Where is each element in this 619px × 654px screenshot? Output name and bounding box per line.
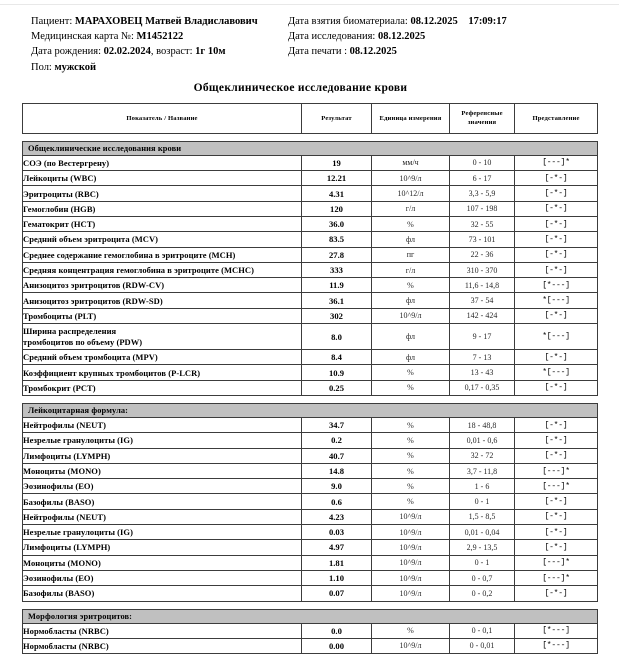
sex-value: мужской [54, 61, 97, 73]
unit-cell: 10^9/л [372, 638, 450, 653]
result-value-cell: 34.7 [302, 417, 372, 432]
result-value-cell: 0.0 [302, 623, 372, 638]
table-row [23, 278, 598, 293]
unit-cell: % [372, 278, 450, 293]
reference-range-cell: 11,6 - 14,8 [450, 278, 515, 293]
analyte-name-cell: Нормобласты (NRBC) [23, 638, 302, 653]
reference-range-cell: 9 - 17 [450, 324, 515, 350]
reference-range-cell: 0 - 0,2 [450, 586, 515, 601]
reference-range-cell: 2,9 - 13,5 [450, 540, 515, 555]
table-row [23, 201, 598, 216]
analyte-name-cell: СОЭ (по Вестергрену) [23, 155, 302, 170]
representation-cell: [-*-] [515, 262, 598, 277]
analyte-name-cell: Моноциты (MONO) [23, 555, 302, 570]
representation-cell: [-*-] [515, 417, 598, 432]
analyte-name-cell: Незрелые гранулоциты (IG) [23, 433, 302, 448]
reference-range-cell: 37 - 54 [450, 293, 515, 308]
section-spacer [23, 133, 598, 141]
analyte-name-cell: Анизоцитоз эритроцитов (RDW-CV) [23, 278, 302, 293]
table-row [23, 623, 598, 638]
representation-cell: [---]* [515, 463, 598, 478]
section-header-label: Морфология эритроцитов: [23, 609, 598, 623]
section-spacer-cell [23, 133, 598, 141]
representation-cell: [-*-] [515, 186, 598, 201]
age-label: , возраст: [150, 46, 193, 58]
reference-range-cell: 0 - 10 [450, 155, 515, 170]
analyte-name-cell: Моноциты (MONO) [23, 463, 302, 478]
representation-cell: [-*-] [515, 380, 598, 395]
result-value-cell: 36.1 [302, 293, 372, 308]
representation-cell: [-*-] [515, 509, 598, 524]
analyte-name-cell: Базофилы (BASO) [23, 494, 302, 509]
reference-range-cell: 6 - 17 [450, 171, 515, 186]
representation-cell: [-*-] [515, 494, 598, 509]
analyte-name-cell: Нормобласты (NRBC) [23, 623, 302, 638]
print-date-label: Дата печати : [288, 46, 347, 58]
analyte-name-cell: Лимфоциты (LYMPH) [23, 540, 302, 555]
result-value-cell: 4.97 [302, 540, 372, 555]
unit-cell: пг [372, 247, 450, 262]
reference-range-cell: 0,01 - 0,6 [450, 433, 515, 448]
representation-cell: [-*-] [515, 232, 598, 247]
print-date-line [288, 44, 619, 59]
table-row [23, 494, 598, 509]
analyte-name-cell: Нейтрофилы (NEUT) [23, 417, 302, 432]
table-row [23, 308, 598, 323]
representation-cell: [-*-] [515, 586, 598, 601]
result-value-cell: 120 [302, 201, 372, 216]
analyte-name-line2: тромбоцитов по объему (PDW) [23, 336, 143, 347]
analyte-name-cell: Нейтрофилы (NEUT) [23, 509, 302, 524]
reference-range-cell: 0 - 0,7 [450, 570, 515, 585]
result-value-cell: 36.0 [302, 217, 372, 232]
representation-cell: *[---] [515, 324, 598, 350]
analyte-name-cell: Незрелые гранулоциты (IG) [23, 525, 302, 540]
reference-range-cell: 18 - 48,8 [450, 417, 515, 432]
representation-cell: [---]* [515, 479, 598, 494]
table-row [23, 555, 598, 570]
table-head [23, 103, 598, 133]
reference-range-cell: 107 - 198 [450, 201, 515, 216]
report-table [22, 103, 598, 654]
unit-cell: % [372, 479, 450, 494]
unit-cell: фл [372, 232, 450, 247]
result-value-cell: 10.9 [302, 365, 372, 380]
unit-cell: г/л [372, 262, 450, 277]
unit-cell: фл [372, 293, 450, 308]
analyte-name-cell: Средний объем эритроцита (MCV) [23, 232, 302, 247]
patient-name-value: МАРАХОВЕЦ Матвей Владиславович [74, 16, 258, 27]
analyte-name-cell: Среднее содержание гемоглобина в эритроците (MCH) [23, 247, 302, 262]
sex-label: Пол: [31, 61, 52, 73]
unit-cell: % [372, 448, 450, 463]
representation-cell: [---]* [515, 555, 598, 570]
unit-cell: мм/ч [372, 155, 450, 170]
unit-cell: % [372, 365, 450, 380]
analyte-name-cell: Эритроциты (RBC) [23, 186, 302, 201]
reference-range-cell: 73 - 101 [450, 232, 515, 247]
section-spacer [23, 395, 598, 403]
table-row [23, 570, 598, 585]
result-value-cell: 19 [302, 155, 372, 170]
table-row [23, 463, 598, 478]
table-row [23, 293, 598, 308]
table-row [23, 525, 598, 540]
result-value-cell: 27.8 [302, 247, 372, 262]
table-row [23, 448, 598, 463]
patient-name-label: Пациент: [31, 16, 73, 27]
collection-date-line [288, 14, 619, 29]
reference-range-cell: 13 - 43 [450, 365, 515, 380]
unit-cell: % [372, 623, 450, 638]
age-value: 1г 10м [195, 46, 226, 58]
unit-cell: 10^9/л [372, 570, 450, 585]
patient-name-line [31, 14, 282, 29]
medical-card-label: Медицинская карта №: [31, 31, 134, 43]
result-value-cell: 0.07 [302, 586, 372, 601]
representation-cell: [-*-] [515, 525, 598, 540]
table-row [23, 479, 598, 494]
table-row [23, 324, 598, 350]
column-header-representation: Представление [515, 103, 598, 133]
section-header-label: Общеклинические исследования крови [23, 141, 598, 155]
unit-cell: 10^9/л [372, 555, 450, 570]
column-header-reference-line1: Референсные [461, 110, 503, 118]
unit-cell: % [372, 433, 450, 448]
unit-cell: % [372, 217, 450, 232]
representation-cell: *[---] [515, 365, 598, 380]
reference-range-cell: 22 - 36 [450, 247, 515, 262]
analyte-name-line1: Ширина распределения [23, 325, 117, 336]
analyte-name-cell: Базофилы (BASO) [23, 586, 302, 601]
patient-header [0, 0, 619, 75]
analyte-name-cell: Гематокрит (HCT) [23, 217, 302, 232]
reference-range-cell: 0,01 - 0,04 [450, 525, 515, 540]
table-header-row [23, 103, 598, 133]
column-header-result: Результат [302, 103, 372, 133]
table-row [23, 155, 598, 170]
reference-range-cell: 32 - 72 [450, 448, 515, 463]
study-date-value: 08.12.2025 [377, 31, 426, 43]
page-top-rule [0, 4, 619, 5]
representation-cell: [*---] [515, 623, 598, 638]
analyte-name-cell: Эозинофилы (EO) [23, 570, 302, 585]
section-header-row [23, 609, 598, 623]
column-header-reference [450, 103, 515, 133]
print-date-value: 08.12.2025 [349, 46, 397, 58]
representation-cell: [-*-] [515, 540, 598, 555]
reference-range-cell: 1 - 6 [450, 479, 515, 494]
representation-cell: [-*-] [515, 308, 598, 323]
birth-date-line [31, 44, 282, 59]
analyte-name-cell: Лейкоциты (WBC) [23, 171, 302, 186]
analyte-name-cell [23, 324, 302, 350]
section-header-row [23, 403, 598, 417]
result-value-cell: 12.21 [302, 171, 372, 186]
result-value-cell: 0.03 [302, 525, 372, 540]
representation-cell: [*---] [515, 638, 598, 653]
analyte-name-cell: Эозинофилы (EO) [23, 479, 302, 494]
result-value-cell: 9.0 [302, 479, 372, 494]
table-row [23, 350, 598, 365]
unit-cell: 10^9/л [372, 586, 450, 601]
result-value-cell: 333 [302, 262, 372, 277]
unit-cell: 10^9/л [372, 540, 450, 555]
reference-range-cell: 0 - 1 [450, 494, 515, 509]
reference-range-cell: 0 - 1 [450, 555, 515, 570]
column-header-unit: Единица измерения [372, 103, 450, 133]
reference-range-cell: 7 - 13 [450, 350, 515, 365]
reference-range-cell: 32 - 55 [450, 217, 515, 232]
analyte-name-cell: Тромбокрит (PCT) [23, 380, 302, 395]
representation-cell: [-*-] [515, 171, 598, 186]
reference-range-cell: 3,7 - 11,8 [450, 463, 515, 478]
birth-date-label: Дата рождения: [31, 46, 102, 58]
representation-cell: *[---] [515, 293, 598, 308]
column-header-reference-line2: значения [467, 119, 497, 127]
unit-cell: 10^9/л [372, 171, 450, 186]
table-row [23, 509, 598, 524]
unit-cell: г/л [372, 201, 450, 216]
medical-card-value: M1452122 [136, 31, 184, 43]
table-row [23, 638, 598, 653]
table-row [23, 262, 598, 277]
dates-column [282, 14, 619, 75]
representation-cell: [-*-] [515, 201, 598, 216]
result-value-cell: 83.5 [302, 232, 372, 247]
study-date-line [288, 29, 619, 44]
representation-cell: [---]* [515, 155, 598, 170]
representation-cell: [---]* [515, 570, 598, 585]
representation-cell: [-*-] [515, 433, 598, 448]
unit-cell: фл [372, 324, 450, 350]
representation-cell: [-*-] [515, 350, 598, 365]
analyte-name-cell: Средний объем тромбоцита (MPV) [23, 350, 302, 365]
result-value-cell: 8.4 [302, 350, 372, 365]
reference-range-cell: 142 - 424 [450, 308, 515, 323]
table-row [23, 433, 598, 448]
unit-cell: % [372, 494, 450, 509]
unit-cell: % [372, 463, 450, 478]
analyte-name-cell: Коэффициент крупных тромбоцитов (P-LCR) [23, 365, 302, 380]
representation-cell: [-*-] [515, 448, 598, 463]
column-header-name: Показатель / Название [23, 103, 302, 133]
section-spacer-cell [23, 601, 598, 609]
analyte-name-cell: Гемоглобин (HGB) [23, 201, 302, 216]
result-value-cell: 14.8 [302, 463, 372, 478]
analyte-name-cell: Тромбоциты (PLT) [23, 308, 302, 323]
section-spacer-cell [23, 395, 598, 403]
reference-range-cell: 3,3 - 5,9 [450, 186, 515, 201]
birth-date-value: 02.02.2024 [103, 46, 151, 58]
table-row [23, 217, 598, 232]
collection-date-label: Дата взятия биоматериала: [288, 16, 408, 27]
result-value-cell: 8.0 [302, 324, 372, 350]
representation-cell: [-*-] [515, 247, 598, 262]
study-date-label: Дата исследования: [288, 31, 376, 43]
reference-range-cell: 0 - 0,1 [450, 623, 515, 638]
unit-cell: % [372, 380, 450, 395]
reference-range-cell: 310 - 370 [450, 262, 515, 277]
table-row [23, 586, 598, 601]
section-header-row [23, 141, 598, 155]
unit-cell: 10^9/л [372, 308, 450, 323]
analyte-name-cell: Анизоцитоз эритроцитов (RDW-SD) [23, 293, 302, 308]
reference-range-cell: 0 - 0,01 [450, 638, 515, 653]
medical-card-line [31, 29, 282, 44]
table-body [23, 133, 598, 653]
table-row [23, 417, 598, 432]
table-row [23, 247, 598, 262]
representation-cell: [-*-] [515, 217, 598, 232]
table-row [23, 540, 598, 555]
reference-range-cell: 0,17 - 0,35 [450, 380, 515, 395]
section-header-label: Лейкоцитарная формула: [23, 403, 598, 417]
unit-cell: 10^12/л [372, 186, 450, 201]
section-spacer [23, 601, 598, 609]
table-row [23, 171, 598, 186]
result-value-cell: 0.6 [302, 494, 372, 509]
collection-date-value: 08.12.2025 [410, 16, 458, 27]
table-row [23, 380, 598, 395]
result-value-cell: 0.00 [302, 638, 372, 653]
table-row [23, 365, 598, 380]
page-title: Общеклиническое исследование крови [193, 81, 408, 94]
result-value-cell: 1.10 [302, 570, 372, 585]
result-value-cell: 0.2 [302, 433, 372, 448]
reference-range-cell: 1,5 - 8,5 [450, 509, 515, 524]
patient-info-column [0, 14, 282, 75]
result-value-cell: 302 [302, 308, 372, 323]
report-table-wrapper [22, 103, 597, 654]
table-row [23, 186, 598, 201]
collection-time-value: 17:09:17 [468, 16, 507, 27]
analyte-name-cell: Средняя концентрация гемоглобина в эритроците (MCHC) [23, 262, 302, 277]
result-value-cell: 4.23 [302, 509, 372, 524]
result-value-cell: 0.25 [302, 380, 372, 395]
representation-cell: [*---] [515, 278, 598, 293]
unit-cell: 10^9/л [372, 525, 450, 540]
result-value-cell: 1.81 [302, 555, 372, 570]
unit-cell: 10^9/л [372, 509, 450, 524]
sex-line [31, 60, 282, 75]
result-value-cell: 4.31 [302, 186, 372, 201]
result-value-cell: 40.7 [302, 448, 372, 463]
unit-cell: % [372, 417, 450, 432]
unit-cell: фл [372, 350, 450, 365]
table-row [23, 232, 598, 247]
result-value-cell: 11.9 [302, 278, 372, 293]
analyte-name-cell: Лимфоциты (LYMPH) [23, 448, 302, 463]
